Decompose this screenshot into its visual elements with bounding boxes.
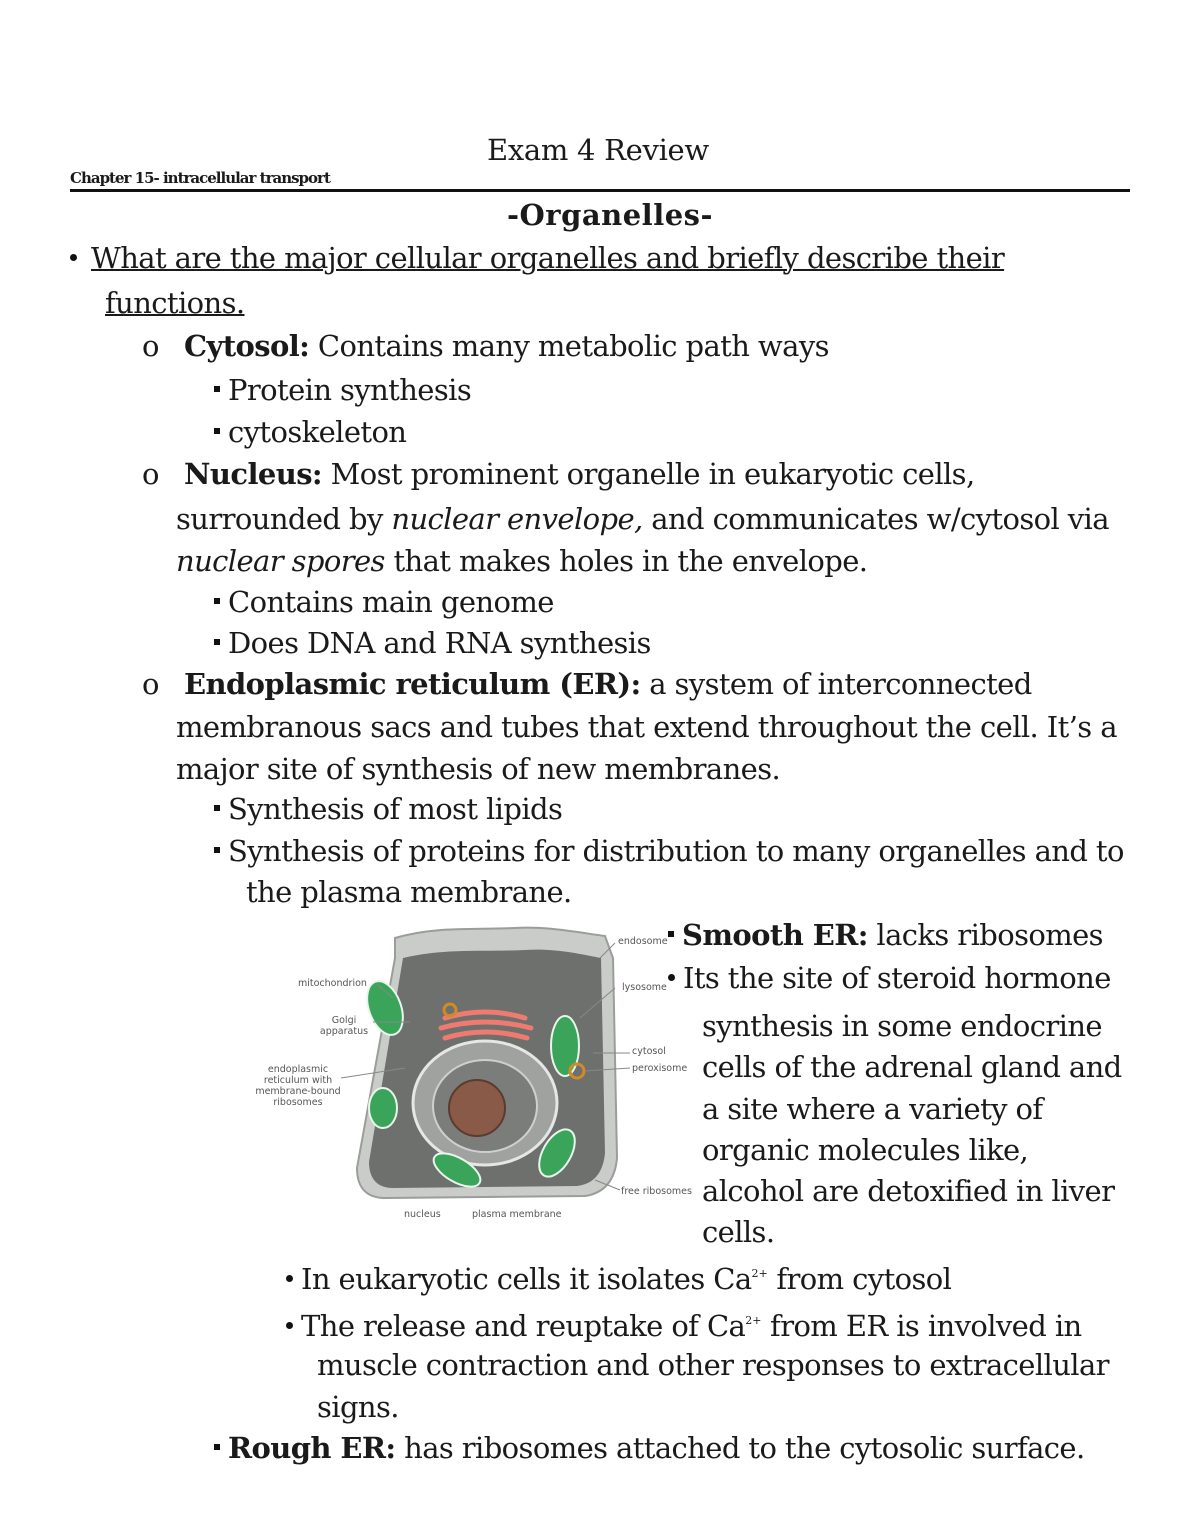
square-bullet-icon xyxy=(214,598,220,604)
chapter-heading: Chapter 15- intracellular transport xyxy=(70,169,330,187)
smooth-er-line: synthesis in some endocrine xyxy=(702,1009,1102,1043)
cytosol-desc: Contains many metabolic path ways xyxy=(309,329,829,363)
square-bullet-icon xyxy=(214,386,220,392)
ca-bullet: In eukaryotic cells it isolates $Ca^{2+}$ from cytosol xyxy=(286,1256,951,1297)
label-free-ribosomes: free ribosomes xyxy=(621,1186,692,1197)
cytosol-entry xyxy=(142,328,829,364)
label-golgi: Golgi apparatus xyxy=(319,1015,369,1037)
section-heading: -Organelles- xyxy=(507,198,714,232)
nucleolus xyxy=(449,1080,505,1136)
er-line-2: membranous sacs and tubes that extend throughout the cell. It’s a xyxy=(176,710,1117,744)
smooth-er-entry: Smooth ER: lacks ribosomes xyxy=(668,917,1103,953)
list-marker: o xyxy=(142,457,159,491)
er-line-3: major site of synthesis of new membranes. xyxy=(176,752,781,786)
rough-er-entry: Rough ER: has ribosomes attached to the cytosolic surface. xyxy=(214,1430,1085,1466)
label-lysosome: lysosome xyxy=(622,982,667,993)
list-marker: o xyxy=(142,329,159,363)
cytosol-item: Protein synthesis xyxy=(214,372,471,408)
smooth-er-line: alcohol are detoxified in liver xyxy=(702,1174,1115,1208)
square-bullet-icon xyxy=(214,428,220,434)
square-bullet-icon xyxy=(214,639,220,645)
er-item: Synthesis of proteins for distribution to many organelles and to xyxy=(214,833,1124,869)
nucleus-term: Nucleus: xyxy=(184,457,323,491)
er-entry: o Endoplasmic reticulum (ER): a system of interconnected xyxy=(142,667,1032,701)
er-item-cont: the plasma membrane. xyxy=(246,875,572,909)
label-mitochondrion: mitochondrion xyxy=(298,978,367,989)
label-er: endoplasmic reticulum with membrane-bound ribosomes xyxy=(255,1064,341,1108)
square-bullet-icon xyxy=(668,931,674,937)
ca-bullet: The release and reuptake of $Ca^{2+}$ from ER is involved in xyxy=(286,1303,1082,1344)
square-bullet-icon xyxy=(214,805,220,811)
question-line-1: What are the major cellular organelles and briefly describe their xyxy=(70,240,1004,276)
smooth-er-line: organic molecules like, xyxy=(702,1133,1029,1167)
smooth-er-line: Its the site of steroid hormone xyxy=(668,960,1111,996)
square-bullet-icon xyxy=(214,847,220,853)
label-peroxisome: peroxisome xyxy=(632,1063,688,1074)
label-endosome: endosome xyxy=(618,936,668,947)
nucleus-item: Does DNA and RNA synthesis xyxy=(214,625,651,661)
header-rule xyxy=(70,189,1130,192)
er-item: Synthesis of most lipids xyxy=(214,791,562,827)
er-term: Endoplasmic reticulum (ER): xyxy=(184,667,641,701)
nucleus-line-2: surrounded by nuclear envelope, and communicates w/cytosol via xyxy=(176,502,1109,536)
page-title: Exam 4 Review xyxy=(487,133,709,167)
label-cytosol: cytosol xyxy=(632,1046,666,1057)
cytosol-item: cytoskeleton xyxy=(214,414,406,450)
smooth-er-line: a site where a variety of xyxy=(702,1092,1043,1126)
nucleus-entry: o Nucleus: Most prominent organelle in eukaryotic cells, xyxy=(142,457,975,491)
list-marker: o xyxy=(142,667,159,701)
bullet-icon xyxy=(286,1322,293,1329)
square-bullet-icon xyxy=(214,1444,220,1450)
bullet-icon xyxy=(70,254,77,261)
bullet-icon xyxy=(286,1275,293,1282)
label-nucleus: nucleus xyxy=(404,1209,441,1220)
question-line-2: functions. xyxy=(105,286,245,320)
smooth-er-line: cells. xyxy=(702,1215,775,1249)
nucleus-line-3: nuclear spores that makes holes in the envelope. xyxy=(176,544,868,578)
label-plasma-membrane: plasma membrane xyxy=(472,1209,562,1220)
bullet-icon xyxy=(668,974,675,981)
ca-bullet-cont: signs. xyxy=(317,1390,399,1424)
cytosol-term: Cytosol: xyxy=(184,329,310,363)
ca-bullet-cont: muscle contraction and other responses to extracellular xyxy=(317,1348,1109,1382)
nucleus-item: Contains main genome xyxy=(214,584,554,620)
smooth-er-line: cells of the adrenal gland and xyxy=(702,1050,1122,1084)
